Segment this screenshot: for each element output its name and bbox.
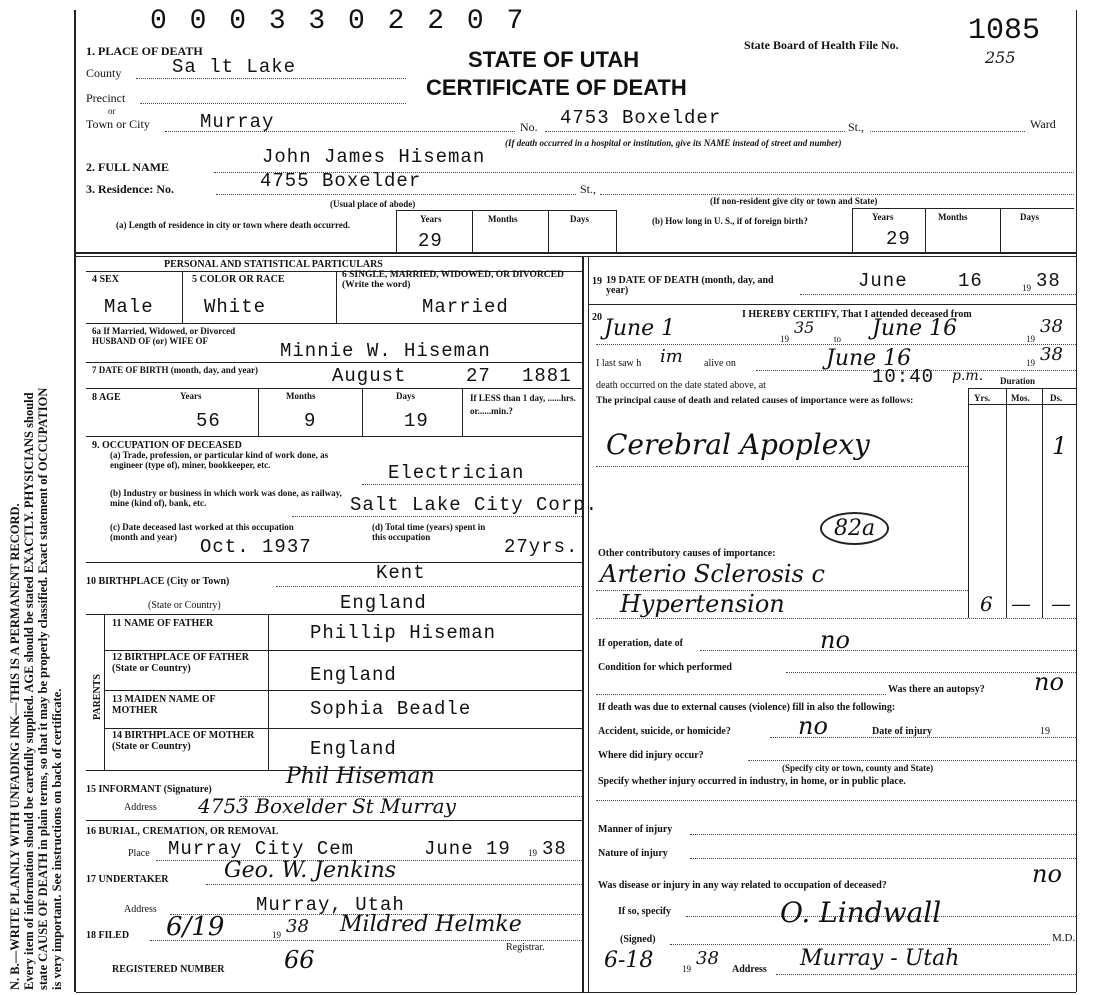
filed-label: 18 FILED <box>86 930 130 941</box>
autopsy-label: Was there an autopsy? <box>888 684 985 695</box>
dob-year: 1881 <box>522 365 572 387</box>
age-months-header: Months <box>286 391 316 401</box>
file-number: 1085 <box>968 14 1041 48</box>
age-label: 8 AGE <box>92 392 121 403</box>
town-label: Town or City <box>86 117 150 131</box>
length-residence-label: (a) Length of residence in city or town where death occurred. <box>116 220 351 230</box>
length-months-header: Months <box>488 214 518 224</box>
accident-value: no <box>798 712 828 740</box>
file-number-secondary: 255 <box>985 48 1016 67</box>
injury-date-label: Date of injury <box>872 726 932 737</box>
registrar-label: Registrar. <box>506 942 545 953</box>
duration-label: Duration <box>1000 376 1036 386</box>
where-injury-note: (Specify city or town, county and State) <box>782 763 934 773</box>
father-name-value: Phillip Hiseman <box>310 622 497 644</box>
birthplace-label: 10 BIRTHPLACE (City or Town) <box>86 576 230 587</box>
signed-year: 38 <box>696 948 719 969</box>
less-than-day-label: If LESS than 1 day, ......hrs. or......min.? <box>470 393 576 416</box>
burial-place-value: Murray City Cem <box>168 838 355 860</box>
filed-year-prefix: 19 <box>272 930 281 940</box>
parents-side-label: PARENTS <box>92 674 103 720</box>
last-saw-year: 38 <box>1040 344 1063 365</box>
physician-address: Murray - Utah <box>800 946 960 971</box>
attended-from-year: 35 <box>794 318 815 337</box>
other-cause-duration-yrs: 6 <box>980 592 993 616</box>
state-title: STATE OF UTAH <box>468 47 640 72</box>
undertaker-address: Murray, Utah <box>256 894 405 916</box>
color-label: 5 COLOR OR RACE <box>192 274 285 285</box>
street-label: St., <box>848 120 865 134</box>
condition-label: Condition for which performed <box>598 662 732 673</box>
age-days-value: 19 <box>404 410 429 432</box>
board-file-label: State Board of Health File No. <box>744 38 899 52</box>
color-value: White <box>204 296 267 318</box>
occupation-industry-label: (b) Industry or business in which work was done, as railway, mine (kind of), bank, etc. <box>110 488 342 508</box>
full-name-value: John James Hiseman <box>262 146 486 168</box>
date-of-death-day: 16 <box>958 270 983 292</box>
operation-label: If operation, date of <box>598 638 683 649</box>
last-saw-label: I last saw h <box>596 358 642 369</box>
attended-to-year: 38 <box>1040 316 1063 337</box>
death-address: 4753 Boxelder <box>560 107 722 129</box>
serial-number: 0 0 0 3 3 0 2 2 0 7 <box>150 6 527 37</box>
principal-cause-duration-days: 1 <box>1052 432 1068 460</box>
abode-note: (Usual place of abode) <box>330 199 416 209</box>
us-years-header: Years <box>872 212 894 222</box>
manner-injury-label: Manner of injury <box>598 824 673 835</box>
death-time: 10:40 <box>872 366 935 388</box>
spouse-value: Minnie W. Hiseman <box>280 340 491 362</box>
certify-number: 20 <box>592 312 602 323</box>
birthplace-city: Kent <box>376 562 426 584</box>
ward-label: Ward <box>1030 117 1056 131</box>
sidebar-line-2: Every item of information should be carefully supplied. AGE should be stated EXACTLY. PHYSICIANS should <box>22 392 36 990</box>
operation-value: no <box>820 626 850 654</box>
occupation-trade-label: (a) Trade, profession, or particular kind of work done, as engineer (type of), miner, bookkeeper, etc. <box>110 450 329 470</box>
filed-year: 38 <box>286 916 309 937</box>
date-of-death-month: June <box>858 270 908 292</box>
duration-ds-header: Ds. <box>1050 393 1063 403</box>
burial-date: June 19 <box>424 838 511 860</box>
father-birthplace-label: 12 BIRTHPLACE OF FATHER (State or Country) <box>112 652 249 674</box>
signed-date: 6-18 <box>604 948 654 973</box>
filed-date: 6/19 <box>166 912 225 942</box>
other-cause-1: Arterio Sclerosis c <box>600 560 825 588</box>
occupation-heading: 9. OCCUPATION OF DECEASED <box>92 440 242 451</box>
accident-label: Accident, suicide, or homicide? <box>598 726 731 737</box>
undertaker-signature: Geo. W. Jenkins <box>224 858 397 883</box>
certify-text: I HEREBY CERTIFY, That I attended deceased from <box>742 309 972 320</box>
where-injury-label: Where did injury occur? <box>598 750 704 761</box>
disease-occupation-value: no <box>1032 860 1062 888</box>
certificate-title: CERTIFICATE OF DEATH <box>426 75 687 100</box>
attended-to-year-prefix: 19 <box>1026 334 1035 344</box>
age-months-value: 9 <box>304 410 317 432</box>
other-causes-label: Other contributory causes of importance: <box>598 548 776 559</box>
last-saw-date: June 16 <box>826 346 912 371</box>
md-label: M.D. <box>1052 932 1076 944</box>
informant-signature: Phil Hiseman <box>286 764 435 789</box>
us-months-header: Months <box>938 212 968 222</box>
sidebar-line-3: state CAUSE OF DEATH in plain terms, so that it may be properly classified. Exact statement of OCCUPATION <box>36 387 50 990</box>
principal-cause-label: The principal cause of death and related causes of importance were as follows: <box>596 396 914 406</box>
hospital-note: (If death occurred in a hospital or institution, give its NAME instead of street and number) <box>505 138 842 148</box>
occupation-trade-value: Electrician <box>388 462 525 484</box>
age-years-value: 56 <box>196 410 221 432</box>
us-years-value: 29 <box>886 228 911 250</box>
sidebar-line-4: is very important. See instructions on back of certificate. <box>50 688 64 990</box>
sex-value: Male <box>104 296 154 318</box>
informant-address-label: Address <box>124 802 157 813</box>
registered-number: 66 <box>284 946 315 974</box>
father-name-label: 11 NAME OF FATHER <box>112 618 214 629</box>
personal-heading: PERSONAL AND STATISTICAL PARTICULARS <box>164 259 383 270</box>
length-years-value: 29 <box>418 230 443 252</box>
last-saw-year-prefix: 19 <box>1026 358 1035 368</box>
birthplace-state-label: (State or Country) <box>148 600 221 611</box>
us-days-header: Days <box>1020 212 1040 222</box>
registered-number-label: REGISTERED NUMBER <box>112 964 225 975</box>
duration-yrs-header: Yrs. <box>974 393 991 403</box>
undertaker-label: 17 UNDERTAKER <box>86 874 169 885</box>
burial-year-prefix: 19 <box>528 848 537 858</box>
principal-cause: Cerebral Apoplexy <box>606 428 870 461</box>
other-duration-dash-2: — <box>1052 594 1070 614</box>
physician-signature: O. Lindwall <box>780 896 942 929</box>
instructions-sidebar <box>0 0 70 995</box>
age-days-header: Days <box>396 391 416 401</box>
dob-month: August <box>332 365 407 387</box>
residence-value: 4755 Boxelder <box>260 170 422 192</box>
dob-label: 7 DATE OF BIRTH (month, day, and year) <box>92 365 258 375</box>
death-time-suffix: p.m. <box>952 368 984 384</box>
specify-injury-label: Specify whether injury occurred in industry, in home, or in public place. <box>598 776 906 787</box>
autopsy-value: no <box>1034 668 1064 696</box>
injury-year-prefix: 19 <box>1040 726 1050 737</box>
burial-year: 38 <box>542 838 567 860</box>
us-residence-label: (b) How long in U. S., if of foreign birth? <box>652 216 808 226</box>
mother-birthplace-value: England <box>310 738 397 760</box>
last-saw-pronoun: im <box>660 346 683 367</box>
other-cause-2: Hypertension <box>620 590 785 618</box>
last-worked-label: (c) Date deceased last worked at this occupation (month and year) <box>110 522 294 542</box>
attended-from-date: June 1 <box>604 316 676 341</box>
registrar-signature: Mildred Helmke <box>340 912 522 937</box>
length-days-header: Days <box>570 214 590 224</box>
date-of-death-label-num: 19 <box>592 276 602 287</box>
full-name-label: 2. FULL NAME <box>86 160 170 174</box>
cause-code: 82a <box>820 512 889 545</box>
mother-birthplace-label: 14 BIRTHPLACE OF MOTHER (State or Country) <box>112 730 255 752</box>
date-of-death-year-prefix: 19 <box>1022 283 1031 293</box>
informant-label: 15 INFORMANT (Signature) <box>86 784 212 795</box>
signed-label: (Signed) <box>620 934 656 945</box>
date-of-death-year: 38 <box>1036 270 1061 292</box>
birthplace-country: England <box>340 592 427 614</box>
nature-injury-label: Nature of injury <box>598 848 668 859</box>
length-years-header: Years <box>420 214 442 224</box>
age-years-header: Years <box>180 391 202 401</box>
last-worked-value: Oct. 1937 <box>200 536 312 558</box>
sex-label: 4 SEX <box>92 274 119 285</box>
mother-name-label: 13 MAIDEN NAME OF MOTHER <box>112 694 216 716</box>
signed-year-prefix: 19 <box>682 964 691 974</box>
total-time-value: 27yrs. <box>504 536 579 558</box>
marital-label: 6 SINGLE, MARRIED, WIDOWED, OR DIVORCED (Write the word) <box>342 270 564 290</box>
county-label: County <box>86 66 122 80</box>
burial-place-label: Place <box>128 848 150 859</box>
alive-on-label: alive on <box>704 358 736 369</box>
residence-label: 3. Residence: No. <box>86 182 174 196</box>
death-occurred-label: death occurred on the date stated above, at <box>596 380 766 391</box>
external-causes-label: If death was due to external causes (violence) fill in also the following: <box>598 702 896 713</box>
precinct-label: Precinct <box>86 91 126 105</box>
residence-street-label: St., <box>580 182 597 196</box>
attended-from-year-prefix: 19 <box>780 334 789 344</box>
mother-name-value: Sophia Beadle <box>310 698 472 720</box>
marital-value: Married <box>422 296 509 318</box>
total-time-label: (d) Total time (years) spent in this occupation <box>372 522 486 542</box>
undertaker-address-label: Address <box>124 904 157 915</box>
address-no-label: No. <box>520 120 538 134</box>
date-of-death-label: 19 DATE OF DEATH (month, day, and year) <box>606 275 774 296</box>
other-duration-dash-1: — <box>1012 594 1030 614</box>
disease-occupation-label: Was disease or injury in any way related to occupation of deceased? <box>598 880 887 891</box>
attended-to-date: June 16 <box>872 316 958 341</box>
to-label: to <box>834 334 842 344</box>
burial-label: 16 BURIAL, CREMATION, OR REMOVAL <box>86 826 279 837</box>
county-value: Sa lt Lake <box>172 56 297 78</box>
dob-day: 27 <box>466 365 491 387</box>
sidebar-line-1: N. B.—WRITE PLAINLY WITH UNFADING INK—THIS IS A PERMANENT RECORD. <box>8 503 22 990</box>
town-value: Murray <box>200 111 275 133</box>
informant-address: 4753 Boxelder St Murray <box>198 794 456 818</box>
or-label: or <box>108 106 116 116</box>
if-so-specify-label: If so, specify <box>618 906 672 917</box>
spouse-label: 6a If Married, Widowed, or Divorced HUSBAND OF (or) WIFE OF <box>92 326 236 346</box>
duration-mos-header: Mos. <box>1011 393 1030 403</box>
physician-address-label: Address <box>732 964 767 975</box>
occupation-industry-value: Salt Lake City Corp. <box>350 494 599 516</box>
place-of-death-heading: 1. PLACE OF DEATH <box>86 44 203 58</box>
father-birthplace-value: England <box>310 664 397 686</box>
nonresident-note: (If non-resident give city or town and State) <box>710 196 878 206</box>
